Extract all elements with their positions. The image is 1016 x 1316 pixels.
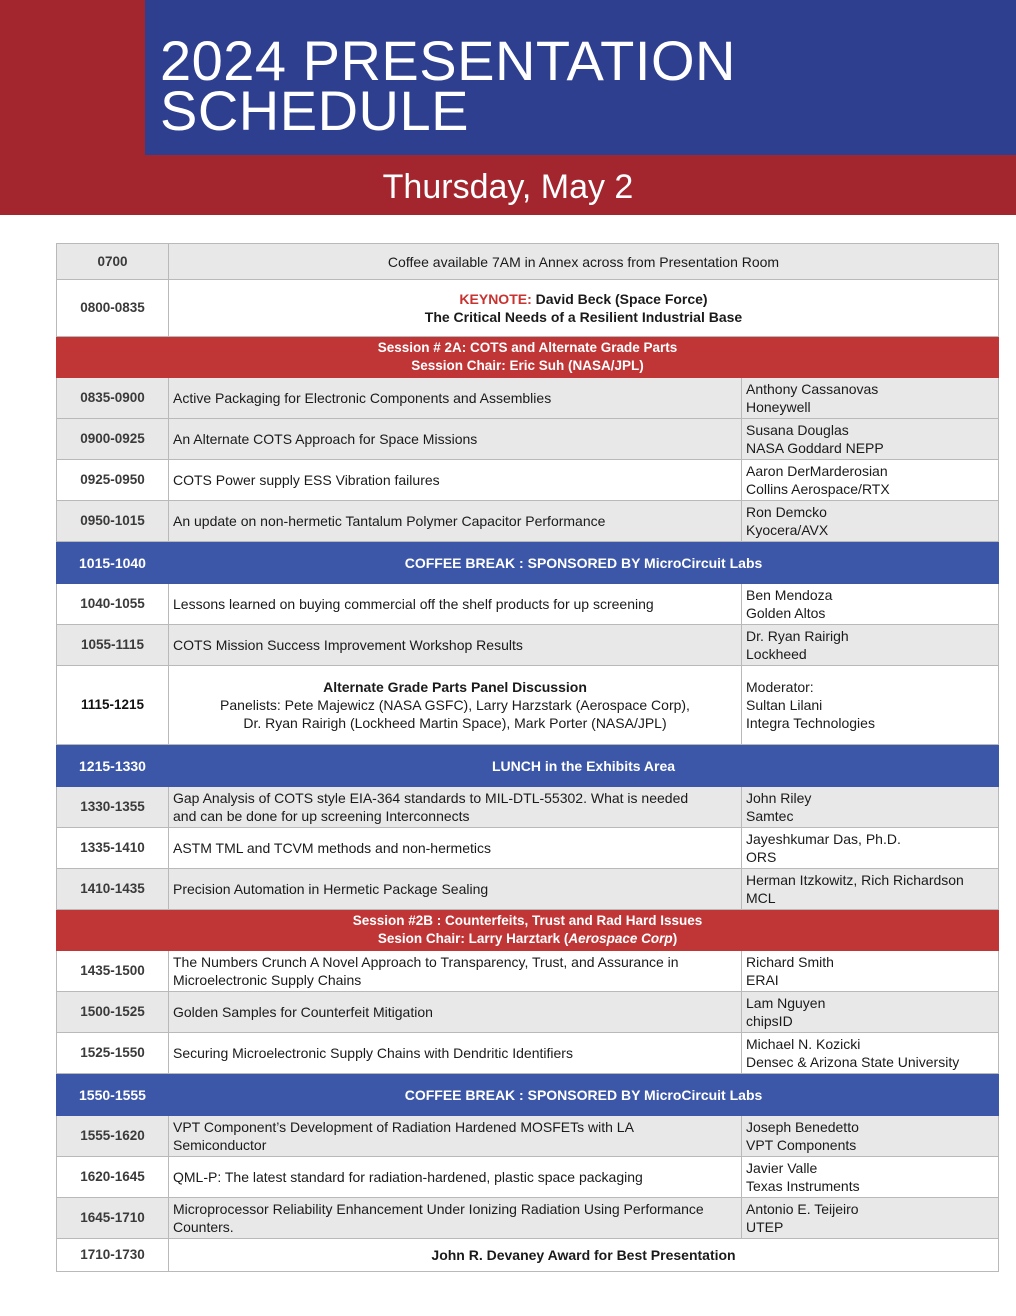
speaker-org: Golden Altos — [746, 605, 826, 621]
keynote-label: KEYNOTE: — [459, 291, 532, 307]
speaker-name: Lam Nguyen — [746, 995, 826, 1011]
speaker-org: VPT Components — [746, 1137, 857, 1153]
time-cell: 0800-0835 — [57, 280, 169, 337]
panel-row — [57, 666, 999, 745]
event-cell: Coffee available 7AM in Annex across from Presentation Room — [169, 244, 999, 280]
talk-title-cell: Precision Automation in Hermetic Package Sealing — [169, 869, 742, 910]
speaker-name: Richard Smith — [746, 954, 834, 970]
speaker-name: Dr. Ryan Rairigh — [746, 628, 849, 644]
talk-title-line-1: Microprocessor Reliability Enhancement Under Ionizing Radiation Using Performance — [173, 1201, 704, 1217]
session-header-2a — [57, 337, 999, 378]
page-title — [160, 29, 736, 142]
moderator-org: Integra Technologies — [746, 715, 875, 731]
moderator-label: Moderator: — [746, 679, 814, 695]
time-cell: 1410-1435 — [57, 869, 169, 910]
table-row — [57, 625, 999, 666]
speaker-org: chipsID — [746, 1013, 793, 1029]
speaker-name: Ben Mendoza — [746, 587, 833, 603]
time-cell: 1115-1215 — [57, 666, 169, 745]
speaker-name: Aaron DerMarderosian — [746, 463, 888, 479]
title-line-1: 2024 PRESENTATION — [160, 29, 736, 92]
lunch-cell: LUNCH in the Exhibits Area — [169, 745, 999, 787]
session-title: Session #2B : Counterfeits, Trust and Rad Hard Issues — [352, 913, 703, 928]
table-row — [57, 378, 999, 419]
time-cell: 1550-1555 — [57, 1074, 169, 1116]
table-row — [57, 1198, 999, 1239]
speaker-org: Texas Instruments — [746, 1178, 860, 1194]
table-row — [57, 460, 999, 501]
talk-title-cell: ASTM TML and TCVM methods and non-hermetics — [169, 828, 742, 869]
lunch-row — [57, 745, 999, 787]
table-row — [57, 869, 999, 910]
speaker-cell — [742, 869, 999, 910]
speaker-cell — [742, 378, 999, 419]
talk-title-line-1: The Numbers Crunch A Novel Approach to Transparency, Trust, and Assurance in — [173, 954, 679, 970]
time-cell: 1330-1355 — [57, 787, 169, 828]
table-row — [57, 787, 999, 828]
speaker-name: Susana Douglas — [746, 422, 849, 438]
speaker-name: Herman Itzkowitz, Rich Richardson — [746, 872, 964, 888]
speaker-cell — [742, 501, 999, 542]
time-cell: 1620-1645 — [57, 1157, 169, 1198]
speaker-name: Javier Valle — [746, 1160, 818, 1176]
time-cell: 1435-1500 — [57, 951, 169, 992]
session-header-2b — [57, 910, 999, 951]
talk-title-cell: COTS Power supply ESS Vibration failures — [169, 460, 742, 501]
table-row — [57, 244, 999, 280]
speaker-cell — [742, 584, 999, 625]
speaker-cell — [742, 992, 999, 1033]
session-chair — [61, 930, 994, 948]
speaker-org: NASA Goddard NEPP — [746, 440, 884, 456]
table-row — [57, 501, 999, 542]
talk-title-cell: Securing Microelectronic Supply Chains with Dendritic Identifiers — [169, 1033, 742, 1074]
speaker-name: John Riley — [746, 790, 812, 806]
talk-title-cell: Lessons learned on buying commercial off the shelf products for up screening — [169, 584, 742, 625]
time-cell: 1555-1620 — [57, 1116, 169, 1157]
talk-title-line-1: Gap Analysis of COTS style EIA-364 standards to MIL-DTL-55302. What is needed — [173, 790, 689, 806]
time-cell: 0950-1015 — [57, 501, 169, 542]
speaker-org: Kyocera/AVX — [746, 522, 829, 538]
talk-title-cell — [169, 1198, 742, 1239]
time-cell: 1015-1040 — [57, 542, 169, 584]
session-chair-org: Aerospace Corp — [568, 931, 673, 946]
table-row — [57, 828, 999, 869]
moderator-name: Sultan Lilani — [746, 697, 823, 713]
speaker-cell — [742, 1033, 999, 1074]
speaker-name: Ron Demcko — [746, 504, 827, 520]
table-row — [57, 584, 999, 625]
schedule-table — [56, 243, 999, 1272]
session-chair-text: Sesion Chair: Larry Harztark ( — [377, 931, 569, 946]
keynote-speaker: David Beck (Space Force) — [535, 291, 708, 307]
table-row — [57, 419, 999, 460]
speaker-cell — [742, 419, 999, 460]
panel-cell — [169, 666, 742, 745]
talk-title-cell: QML-P: The latest standard for radiation-hardened, plastic space packaging — [169, 1157, 742, 1198]
table-row — [57, 1116, 999, 1157]
speaker-name: Antonio E. Teijeiro — [746, 1201, 859, 1217]
speaker-org: UTEP — [746, 1219, 784, 1235]
time-cell: 1040-1055 — [57, 584, 169, 625]
title-line-2: SCHEDULE — [160, 79, 469, 142]
talk-title-cell: Active Packaging for Electronic Components and Assemblies — [169, 378, 742, 419]
speaker-cell — [742, 951, 999, 992]
table-row-keynote — [57, 280, 999, 337]
talk-title-line-2: Counters. — [173, 1219, 234, 1235]
time-cell: 1710-1730 — [57, 1239, 169, 1272]
speaker-org: Samtec — [746, 808, 794, 824]
speaker-org: Densec & Arizona State University — [746, 1054, 960, 1070]
talk-title-line-1: VPT Component’s Development of Radiation Hardened MOSFETs with LA — [173, 1119, 634, 1135]
speaker-cell — [742, 1198, 999, 1239]
speaker-cell — [742, 787, 999, 828]
speaker-cell — [742, 1116, 999, 1157]
session-chair: Session Chair: Eric Suh (NASA/JPL) — [411, 358, 644, 373]
coffee-break-row — [57, 1074, 999, 1116]
table-row — [57, 951, 999, 992]
time-cell: 1335-1410 — [57, 828, 169, 869]
time-cell: 1500-1525 — [57, 992, 169, 1033]
speaker-org: MCL — [746, 890, 776, 906]
speaker-org: Honeywell — [746, 399, 811, 415]
session-chair-close: ) — [672, 931, 678, 946]
talk-title-cell — [169, 787, 742, 828]
speaker-cell — [742, 460, 999, 501]
time-cell: 1525-1550 — [57, 1033, 169, 1074]
time-cell: 0900-0925 — [57, 419, 169, 460]
break-cell: COFFEE BREAK : SPONSORED BY MicroCircuit Labs — [169, 1074, 999, 1116]
speaker-name: Anthony Cassanovas — [746, 381, 879, 397]
panelists-line-1: Panelists: Pete Majewicz (NASA GSFC), Larry Harzstark (Aerospace Corp), — [220, 697, 690, 713]
session-header-cell — [57, 337, 999, 378]
speaker-cell — [742, 828, 999, 869]
moderator-cell — [742, 666, 999, 745]
table-row — [57, 1157, 999, 1198]
talk-title-line-2: and can be done for up screening Interconnects — [173, 808, 470, 824]
talk-title-line-2: Semiconductor — [173, 1137, 267, 1153]
session-title: Session # 2A: COTS and Alternate Grade Parts — [377, 340, 678, 355]
speaker-org: Lockheed — [746, 646, 807, 662]
award-row — [57, 1239, 999, 1272]
award-cell: John R. Devaney Award for Best Presentation — [169, 1239, 999, 1272]
talk-title-cell: Golden Samples for Counterfeit Mitigation — [169, 992, 742, 1033]
session-header-cell — [57, 910, 999, 951]
talk-title-cell: An update on non-hermetic Tantalum Polymer Capacitor Performance — [169, 501, 742, 542]
keynote-cell — [169, 280, 999, 337]
panel-title: Alternate Grade Parts Panel Discussion — [323, 679, 587, 695]
talk-title-cell — [169, 951, 742, 992]
panelists-line-2: Dr. Ryan Rairigh (Lockheed Martin Space), Mark Porter (NASA/JPL) — [243, 715, 667, 731]
speaker-name: Joseph Benedetto — [746, 1119, 859, 1135]
time-cell: 1055-1115 — [57, 625, 169, 666]
time-cell: 1645-1710 — [57, 1198, 169, 1239]
talk-title-cell: COTS Mission Success Improvement Workshop Results — [169, 625, 742, 666]
time-cell: 0835-0900 — [57, 378, 169, 419]
speaker-name: Michael N. Kozicki — [746, 1036, 861, 1052]
speaker-org: Collins Aerospace/RTX — [746, 481, 890, 497]
talk-title-cell: An Alternate COTS Approach for Space Missions — [169, 419, 742, 460]
break-cell: COFFEE BREAK : SPONSORED BY MicroCircuit Labs — [169, 542, 999, 584]
speaker-cell — [742, 1157, 999, 1198]
time-cell: 0700 — [57, 244, 169, 280]
talk-title-line-2: Microelectronic Supply Chains — [173, 972, 362, 988]
speaker-org: ERAI — [746, 972, 779, 988]
page-subtitle-date: Thursday, May 2 — [382, 168, 634, 206]
talk-title-cell — [169, 1116, 742, 1157]
coffee-break-row — [57, 542, 999, 584]
speaker-org: ORS — [746, 849, 777, 865]
time-cell: 1215-1330 — [57, 745, 169, 787]
table-row — [57, 1033, 999, 1074]
speaker-name: Jayeshkumar Das, Ph.D. — [746, 831, 901, 847]
time-cell: 0925-0950 — [57, 460, 169, 501]
keynote-title: The Critical Needs of a Resilient Industrial Base — [424, 309, 743, 325]
speaker-cell — [742, 625, 999, 666]
table-row — [57, 992, 999, 1033]
